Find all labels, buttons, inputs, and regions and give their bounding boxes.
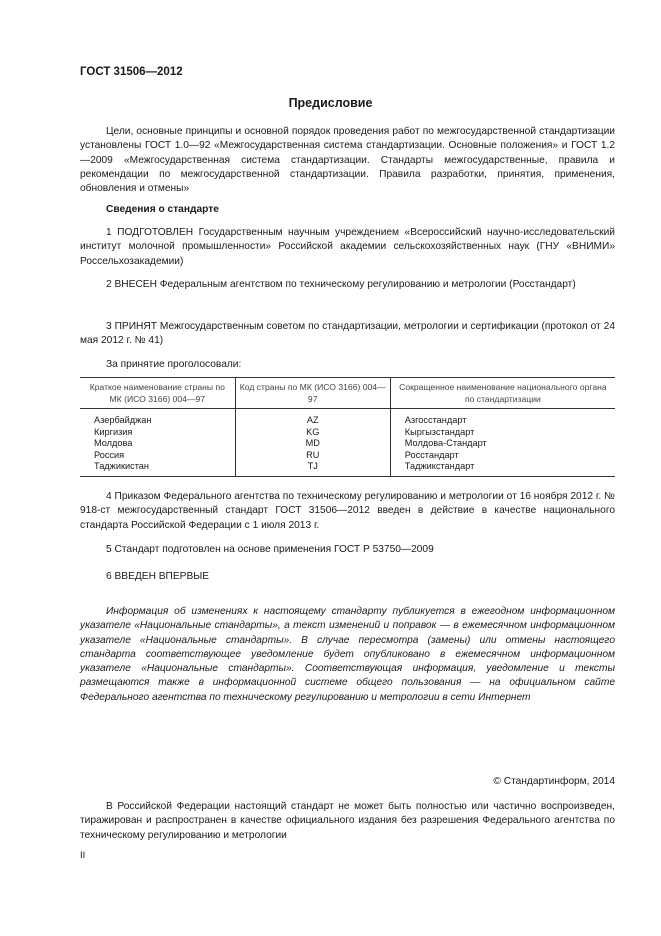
standards-body: Кыргызстандарт [390, 427, 615, 439]
vote-table [80, 377, 615, 477]
country-name: Таджикистан [80, 461, 235, 476]
table-row [80, 461, 615, 476]
standards-body: Таджикстандарт [390, 461, 615, 476]
country-code: KG [235, 427, 390, 439]
table-row [80, 409, 615, 427]
item-enacted: 4 Приказом Федерального агентства по техническому регулированию и метрологии от 16 ноября 2012 г. № 918-ст межгосударственный стандарт ГОСТ 31506—2012 введен в действие в качестве национального стандарта Российской Федерации с 1 июля 2013 г. [80, 491, 615, 531]
intro-paragraph: Цели, основные принципы и основной порядок проведения работ по межгосударственной стандартизации установлены ГОСТ 1.0—92 «Межгосударственная система стандартизации. Основные положения» и ГОСТ 1.2—2009 «Межгосударственная система стандартизации. Стандарты межгосударственные, правила и рекомендации по межгосударственной стандартизации. Правила разработки, принятия, применения, обновления и отмены» [80, 126, 615, 195]
page-title: Предисловие [288, 96, 373, 110]
standards-body: Азгосстандарт [390, 409, 615, 427]
item-adopted: 3 ПРИНЯТ Межгосударственным советом по стандартизации, метрологии и сертификации (протокол от 24 мая 2012 г. № 41) [80, 321, 615, 347]
column-header-code: Код страны по МК (ИСО 3166) 004—97 [235, 378, 390, 409]
changes-notice: Информация об изменениях к настоящему стандарту публикуется в ежегодном информационном указателе «Национальные стандарты», а текст изменений и поправок — в ежемесячном информационном указателе «Национальные стандарты». В случае пересмотра (замены) или отмены настоящего стандарта соответствующее уведомление будет опубликовано в ежемесячном информационном указателе «Национальные стандарты». Соответствующая информация, уведомление и тексты размещаются также в информационной системе общего пользования — на официальном сайте Федерального агентства по техническому регулированию и метрологии в сети Интернет [80, 606, 615, 703]
country-code: MD [235, 438, 390, 450]
info-heading: Сведения о стандарте [106, 204, 219, 215]
vote-caption: За принятие проголосовали: [106, 359, 242, 370]
country-name: Азербайджан [94, 415, 152, 425]
country-name: Россия [94, 449, 125, 460]
reproduction-notice: В Российской Федерации настоящий стандарт не может быть полностью или частично воспроизведен, тиражирован и распространен в качестве официального издания без разрешения Федерального агентства по техническому регулированию и метрологии [80, 801, 615, 841]
vote-table-header-row [80, 378, 615, 409]
table-row [80, 427, 615, 439]
country-code: RU [235, 450, 390, 462]
standards-body: Молдова-Стандарт [390, 438, 615, 450]
standard-id: ГОСТ 31506—2012 [80, 66, 183, 78]
page-number: II [80, 850, 86, 861]
country-name: Молдова [94, 438, 133, 448]
country-name: Киргизия [94, 426, 133, 437]
copyright: © Стандартинформ, 2014 [493, 776, 615, 787]
item-submitted: 2 ВНЕСЕН Федеральным агентством по техническому регулированию и метрологии (Росстандарт) [106, 279, 576, 290]
item-prepared: 1 ПОДГОТОВЛЕН Государственным научным учреждением «Всероссийский научно-исследовательский институт молочной промышленности» Российской академии сельскохозяйственных наук (ГНУ «ВНИМИ» Россельхозакадемии) [80, 227, 615, 267]
item-basis: 5 Стандарт подготовлен на основе применения ГОСТ Р 53750—2009 [106, 544, 434, 555]
table-row [80, 450, 615, 462]
column-header-country: Краткое наименование страны по МК (ИСО 3166) 004—97 [80, 378, 235, 409]
table-row [80, 438, 615, 450]
column-header-body: Сокращенное наименование национального органа по стандартизации [390, 378, 615, 409]
country-code: TJ [235, 461, 390, 476]
standards-body: Росстандарт [390, 450, 615, 462]
item-first: 6 ВВЕДЕН ВПЕРВЫЕ [106, 571, 210, 582]
country-code: AZ [235, 409, 390, 427]
